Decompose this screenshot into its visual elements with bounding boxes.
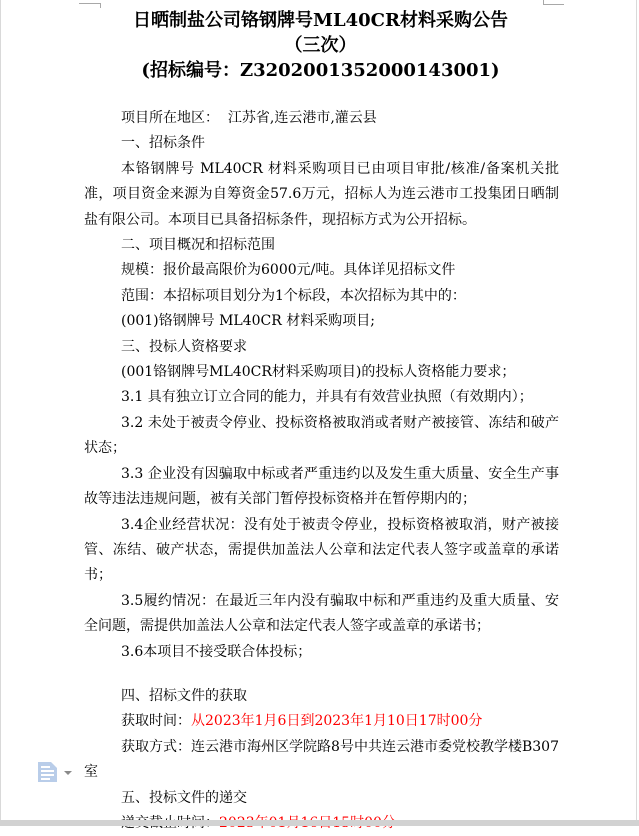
obtain-time-label: 获取时间： bbox=[121, 713, 191, 730]
clipboard-paste-icon bbox=[38, 762, 57, 782]
paragraph-bid-conditions: 本铬钢牌号 ML40CR 材料采购项目已由项目审批/核准/备案机关批准，项目资金来源为自筹资金57.6万元，招标人为连云港市工投集团日晒制盐有限公司。本项目已具备招标条件，现招标方式为公开招标。 bbox=[84, 160, 559, 228]
paragraph-qualification-intro: (001铬钢牌号ML40CR材料采购项目)的投标人资格能力要求； bbox=[121, 364, 516, 381]
section-4-heading: 四、招标文件的获取 bbox=[121, 687, 247, 704]
clause-3-4: 3.4企业经营状况：没有处于被责令停业，投标资格被取消，财产被接管、冻结、破产状态，需提供加盖法人公章和法定代表人签字或盖章的承诺书； bbox=[84, 516, 559, 584]
paragraph-scope: 范围：本招标项目划分为1个标段，本次招标为其中的： bbox=[121, 287, 466, 304]
section-3-heading: 三、投标人资格要求 bbox=[121, 338, 247, 355]
document-title bbox=[1, 8, 639, 83]
chevron-down-icon[interactable] bbox=[64, 771, 72, 775]
clause-3-6: 3.6本项目不接受联合体投标； bbox=[121, 643, 312, 660]
paragraph-scale: 规模：报价最高限价为6000元/吨。具体详见招标文件 bbox=[121, 262, 456, 279]
paragraph-location: 项目所在地区： 江苏省,连云港市,灌云县 bbox=[121, 110, 377, 126]
clause-3-5: 3.5履约情况：在最近三年内没有骗取中标和严重违约及重大质量、安全问题，需提供加盖法人公章和法定代表人签字或盖章的承诺书； bbox=[84, 592, 559, 635]
section-5-heading: 五、投标文件的递交 bbox=[121, 789, 247, 806]
clause-3-1: 3.1 具有独立订立合同的能力，并具有有效营业执照（有效期内）； bbox=[121, 389, 533, 406]
document-content bbox=[1, 8, 639, 836]
document-body bbox=[84, 106, 559, 836]
page-bottom-gutter bbox=[0, 820, 639, 826]
paragraph-lot-001: (001)铬钢牌号 ML40CR 材料采购项目; bbox=[121, 313, 375, 330]
text-boundary-mark-right bbox=[543, 0, 564, 5]
paragraph-obtain-method: 获取方式：连云港市海州区学院路8号中共连云港市委党校教学楼B307室 bbox=[84, 738, 559, 781]
paragraph-obtain-time bbox=[84, 709, 559, 734]
section-2-heading: 二、项目概况和招标范围 bbox=[121, 237, 275, 254]
title-line-3: (招标编号：Z3202001352000143001) bbox=[141, 60, 500, 81]
clause-3-2: 3.2 未处于被责令停业、投标资格被取消或者财产被接管、冻结和破产状态； bbox=[84, 414, 559, 457]
clause-3-3: 3.3 企业没有因骗取中标或者严重违约以及发生重大质量、安全生产事故等违法违规问题，被有关部门暂停投标资格并在暂停期内的； bbox=[84, 465, 559, 508]
obtain-time-value: 从2023年1月6日到2023年1月10日17时00分 bbox=[191, 713, 483, 730]
title-line-2: （三次） bbox=[284, 35, 357, 56]
blank-line bbox=[84, 665, 559, 684]
title-line-1: 日晒制盐公司铬钢牌号ML40CR材料采购公告 bbox=[133, 10, 508, 31]
paste-options-button[interactable] bbox=[38, 761, 78, 785]
section-1-heading: 一、招标条件 bbox=[121, 135, 205, 152]
